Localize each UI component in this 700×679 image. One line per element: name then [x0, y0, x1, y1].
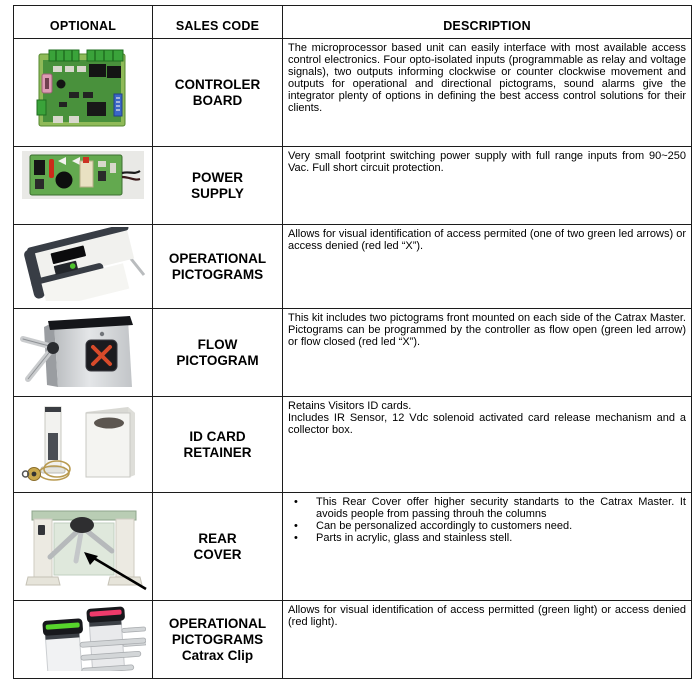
description-text: This kit includes two pictograms front mounted on each side of the Catrax Master. Pictograms can be programmed by the controller as flow open (green led arrow) or flow closed (red led “X”).	[288, 312, 686, 348]
description-cell	[283, 225, 692, 309]
description-text: Very small footprint switching power supply with full range inputs from 90~250 Vac. Full short circuit protection.	[288, 150, 686, 174]
table-row	[14, 397, 692, 493]
description-text: Allows for visual identification of access permited (one of two green led arrows) or access denied (red led “X”).	[288, 228, 686, 252]
table-row	[14, 309, 692, 397]
table-row	[14, 601, 692, 679]
sales-code-text: PICTOGRAMS	[171, 266, 264, 282]
table-row	[14, 225, 692, 309]
sales-code-cell	[153, 147, 283, 225]
sales-code-cell	[153, 397, 283, 493]
description-text: Retains Visitors ID cards.	[288, 400, 412, 412]
sales-code-text: OPERATIONAL	[168, 615, 267, 631]
bullet-item	[288, 496, 686, 520]
sales-code-cell	[153, 225, 283, 309]
flow-pictogram-photo	[20, 311, 146, 389]
sales-code-text: CONTROLER	[174, 76, 261, 92]
description-cell	[283, 309, 692, 397]
table-row	[14, 147, 692, 225]
catrax-clip-pictograms-photo	[20, 603, 146, 671]
table-row	[14, 493, 692, 601]
sales-code-cell	[153, 309, 283, 397]
sales-code-text: RETAINER	[183, 444, 252, 460]
optional-image-cell	[14, 397, 153, 493]
sales-code-text: PICTOGRAM	[176, 352, 259, 368]
optional-image-cell	[14, 601, 153, 679]
description-text: This Rear Cover offer higher security standarts to the Catrax Master. It avoids people from passing throuh the columns	[316, 496, 686, 520]
optional-image-cell	[14, 147, 153, 225]
description-text: The microprocessor based unit can easily interface with most available access control electronics. Four opto-isolated inputs (programmable as relay and voltage signals), two outputs informing clockwise or counter clockwise movement and outputs for operational and directional pictograms, sound alarms give the integrator plenty of options in defining the best access control solutions for their clients.	[288, 42, 686, 114]
description-cell	[283, 147, 692, 225]
controller-board-photo	[29, 44, 137, 136]
sales-code-text: POWER	[191, 169, 243, 185]
bullet-item	[288, 532, 686, 544]
catrax-clip-rear-unit	[86, 605, 146, 670]
optional-image-cell	[14, 225, 153, 309]
sales-code-text: BOARD	[192, 92, 243, 108]
description-cell	[283, 601, 692, 679]
bullet-item	[288, 520, 686, 532]
bullet-marker: •	[294, 532, 298, 544]
rear-cover-photo	[16, 495, 150, 593]
sales-code-text: SUPPLY	[191, 185, 244, 201]
column-header-description: DESCRIPTION	[283, 6, 692, 39]
sales-code-cell	[153, 601, 283, 679]
optional-image-cell	[14, 39, 153, 147]
bullet-marker: •	[294, 496, 298, 508]
sales-code-text: REAR	[198, 530, 237, 546]
column-header-sales-code: SALES CODE	[153, 6, 283, 39]
sales-code-cell	[153, 39, 283, 147]
sales-code-text: FLOW	[197, 336, 238, 352]
sales-code-text: ID CARD	[189, 428, 246, 444]
id-card-retainer-photo	[20, 399, 146, 485]
bullet-marker: •	[294, 520, 298, 532]
power-supply-photo	[22, 151, 144, 199]
header-row	[14, 6, 692, 39]
sales-code-text: Catrax Clip	[181, 647, 254, 663]
column-header-optional: OPTIONAL	[14, 6, 153, 39]
sales-code-cell	[153, 493, 283, 601]
table-row	[14, 39, 692, 147]
operational-pictograms-photo	[20, 227, 146, 301]
description-text: Parts in acrylic, glass and stainless stell.	[316, 532, 513, 544]
product-options-table	[13, 5, 692, 679]
optional-image-cell	[14, 493, 153, 601]
sales-code-text: PICTOGRAMS	[171, 631, 264, 647]
description-text: Includes IR Sensor, 12 Vdc solenoid activated card release mechanism and a collector box.	[288, 412, 686, 436]
description-cell	[283, 39, 692, 147]
description-text: Can be personalized accordingly to customers need.	[316, 520, 573, 532]
description-cell	[283, 493, 692, 601]
optional-image-cell	[14, 309, 153, 397]
description-text: Allows for visual identification of access permitted (green light) or access denied (red light).	[288, 604, 686, 628]
sales-code-text: COVER	[193, 546, 242, 562]
sales-code-text: OPERATIONAL	[168, 250, 267, 266]
description-cell	[283, 397, 692, 493]
